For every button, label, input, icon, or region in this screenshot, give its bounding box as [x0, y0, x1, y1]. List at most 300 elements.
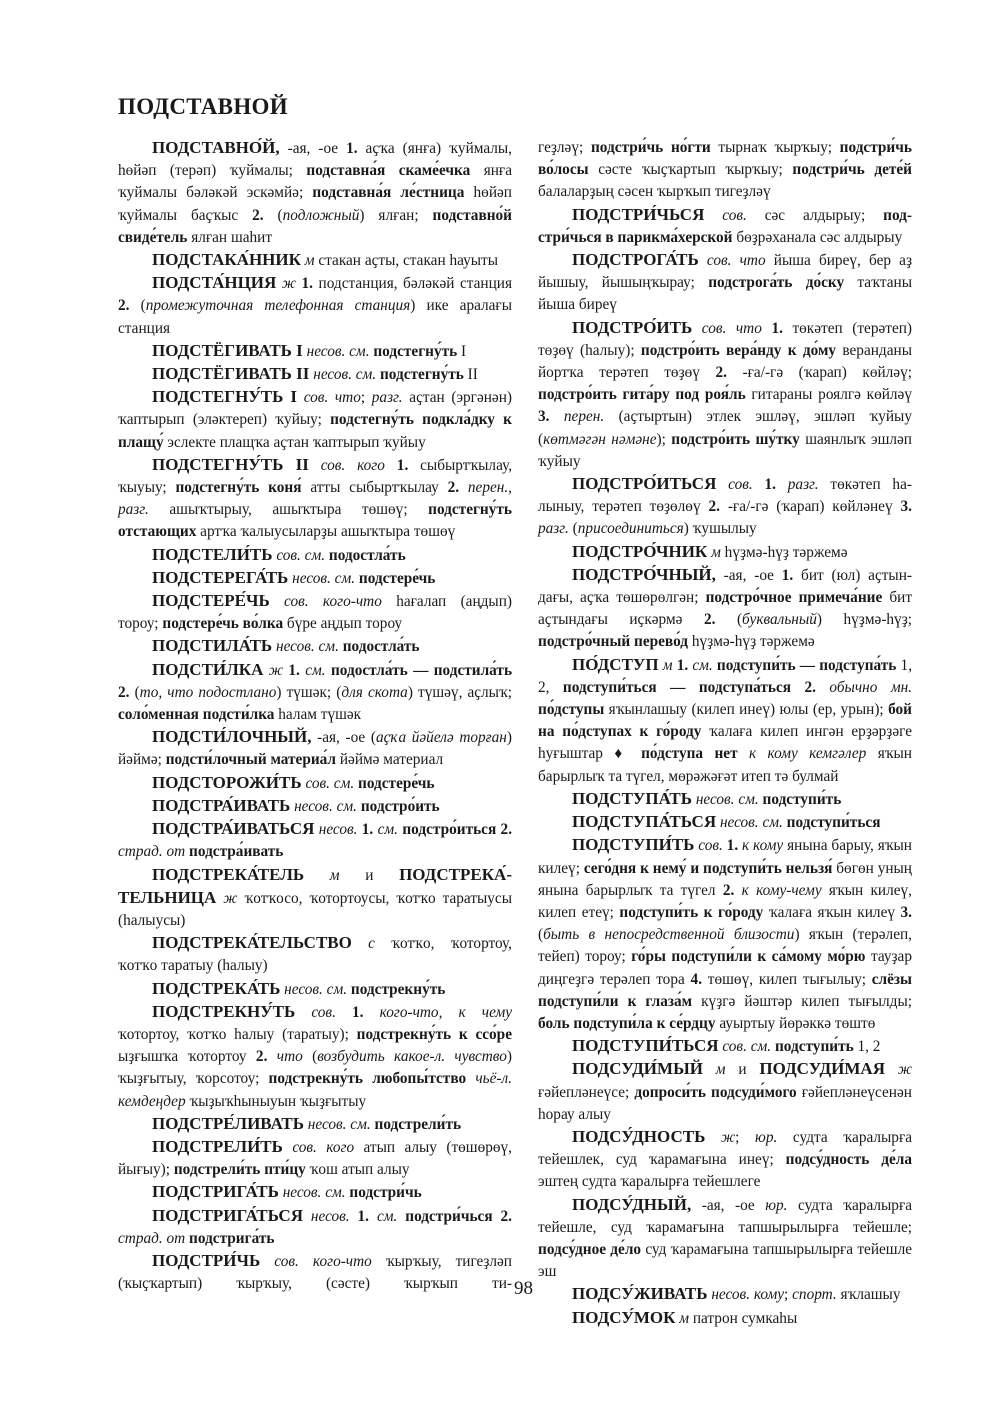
dictionary-entry: [118, 772, 512, 795]
bold-phrase: 1.: [352, 1003, 364, 1021]
translation-text: [309, 457, 321, 474]
translation-text: ) ике аралағы станция: [118, 297, 512, 337]
bold-phrase: 1.: [771, 319, 783, 337]
grammar-label: к кому-чему: [741, 881, 822, 899]
translation-text: [295, 1004, 311, 1021]
bold-phrase: подставна́я скаме́ечка: [306, 162, 471, 180]
grammar-label: для скота: [341, 683, 408, 701]
dictionary-entry: [538, 249, 912, 317]
translation-text: артҡа ҡалыусыларҙы ашыҡтыра төшөү: [196, 523, 456, 541]
grammar-label: м: [711, 543, 721, 561]
bold-phrase: подстегну́ть: [379, 366, 464, 384]
grammar-label: разг.: [538, 520, 569, 538]
headword: ПОДСТИЛА́ТЬ: [152, 636, 273, 656]
translation-text: ) түшәү, аҫлыҡ;: [407, 683, 512, 701]
dictionary-entry: [118, 659, 512, 727]
dictionary-entry: [538, 788, 912, 811]
grammar-label: аҫҡа йәйелә торған: [375, 729, 507, 747]
headword: ПОДСТРЕКНУ́ТЬ: [152, 1001, 296, 1021]
translation-text: [716, 476, 728, 493]
grammar-label: разг.: [787, 476, 819, 494]
bold-phrase: подступи́ть: [774, 1038, 854, 1056]
translation-text: ) ҡыҙғытыу, ҡорсотоу;: [118, 1048, 512, 1088]
bold-phrase: подстро́ить вера́нду к до́му: [640, 341, 837, 359]
grammar-label: см.: [376, 1207, 398, 1225]
bold-phrase: подстере́чь: [358, 569, 436, 587]
bold-phrase: подстри́чь во́лосы: [538, 139, 912, 179]
bold-phrase: подступи́ть — подступа́ть: [716, 656, 897, 674]
translation-text: бөгөн уның янына барырлыҡ та түгел: [538, 859, 912, 899]
translation-text: [734, 882, 741, 899]
translation-text: яҡлашыу: [836, 1286, 901, 1304]
translation-text: [297, 389, 304, 406]
translation-text: [692, 320, 702, 337]
headword: ПОДСТУПИ́ТЬСЯ: [572, 1036, 719, 1056]
bold-phrase: подступи́ться — подступа́ться 2.: [562, 678, 816, 696]
translation-text: (: [263, 206, 283, 224]
bold-phrase: 1.: [288, 661, 300, 679]
dictionary-entry: [118, 932, 512, 977]
translation-text: аҫҡа (янға) ҡуймалы, һөйәп (терәп) ҡуймалы;: [118, 140, 512, 180]
bold-phrase: подстегну́ть отстающих: [118, 501, 512, 541]
dictionary-entry: [118, 1250, 512, 1295]
dictionary-entry: [538, 541, 912, 564]
translation-text: яҡын килеү, килеп етеү;: [538, 881, 912, 921]
bold-phrase: подстере́чь во́лка: [162, 615, 284, 633]
grammar-label: көтмәгән нәмәне: [543, 430, 657, 448]
grammar-label: несов. см.: [292, 569, 356, 587]
translation-text: [364, 1004, 380, 1021]
grammar-label: страд. от: [118, 843, 186, 861]
bold-phrase: подстрекну́ть: [350, 980, 446, 998]
bold-phrase: 3.: [900, 903, 912, 921]
translation-text: 1, 2,: [538, 656, 913, 696]
headword: ПОДСТРЕКА́ТЬ: [152, 978, 281, 998]
bold-phrase: 2.: [703, 611, 716, 629]
left-column: [118, 137, 512, 1295]
translation-text: ялған шаһит: [187, 228, 273, 246]
dictionary-entry: [118, 864, 512, 933]
bold-phrase: подстри́чь: [349, 1184, 422, 1202]
bold-phrase: подстрели́ть: [374, 1115, 462, 1133]
translation-text: аҫтан (эргәнән) ҡаптырып (эләктереп) ҡуйыу;: [118, 389, 512, 429]
translation-text: ғәйепләнеүсенән һорау алыу: [538, 1083, 912, 1123]
translation-text: ) йәймә;: [118, 729, 512, 769]
bold-phrase: подсу́дность де́ла: [785, 1151, 912, 1169]
grammar-label: промежуточная телефонная станция: [145, 297, 411, 315]
grammar-label: несов. см.: [313, 366, 377, 384]
grammar-label: сов.: [311, 1003, 336, 1021]
grammar-label: ж: [268, 661, 283, 679]
grammar-label: несов.: [318, 821, 358, 839]
headword: ПОДСТРИГА́ТЬ: [152, 1182, 279, 1202]
dictionary-entry: [538, 654, 912, 788]
headword: ПОДСУ́ДНЫЙ,: [572, 1194, 692, 1214]
translation-text: II: [463, 366, 478, 384]
translation-text: [885, 1061, 898, 1078]
grammar-label: несов. см.: [306, 342, 370, 360]
translation-text: (: [129, 683, 140, 701]
bold-phrase: подступи́ть: [762, 790, 842, 808]
translation-text: яҡын барырлыҡ та түгел, мөрәжәғәт итеп тә булмай: [538, 745, 912, 785]
bold-phrase: подступи́ть к го́роду: [619, 903, 764, 921]
grammar-label: м: [715, 1061, 726, 1079]
bold-phrase: подстрекну́ть к ссо́ре: [356, 1025, 512, 1043]
grammar-label: сов. что: [701, 319, 762, 337]
translation-text: подстанция, бәләкәй станция: [313, 275, 512, 293]
headword: ПОДСТЕГНУ́ТЬ I: [152, 387, 298, 407]
grammar-label: м: [304, 252, 315, 270]
dictionary-entry: [538, 811, 912, 834]
dictionary-entry: [118, 795, 512, 818]
grammar-label: возбудить какое-л. чувство: [317, 1048, 507, 1066]
dictionary-entry: [538, 473, 912, 541]
translation-text: ) ялған;: [359, 206, 433, 224]
dictionary-entry: [118, 635, 512, 658]
bold-phrase: подстере́чь: [358, 774, 435, 792]
dictionary-entry: [118, 363, 512, 386]
translation-text: I: [457, 342, 467, 360]
headword: ПОДСТРЕКА́ТЕЛЬСТВО: [152, 933, 352, 953]
translation-text: [466, 1070, 475, 1087]
bold-phrase: 1.: [676, 656, 689, 674]
grammar-label: несов. кому: [711, 1286, 785, 1304]
headword: ПОДСТРОГА́ТЬ: [572, 250, 699, 270]
bold-phrase: 2.: [252, 206, 264, 224]
dictionary-entry: [538, 1058, 912, 1126]
dictionary-entry: [538, 317, 912, 473]
dictionary-entry: [538, 1307, 912, 1330]
dictionary-entry: [118, 1001, 512, 1113]
grammar-label: быть в непосредственной близости: [543, 926, 795, 944]
translation-text: );: [656, 430, 672, 448]
bold-phrase: подстро́ить: [360, 797, 440, 815]
page-title: ПОДСТАВНОЙ: [118, 94, 288, 119]
translation-text: [303, 1208, 311, 1225]
headword: ПОДСТРЕЛИ́ТЬ: [152, 1136, 283, 1156]
headword: ПОДСТУПИ́ТЬ: [572, 835, 695, 855]
bold-phrase: подставна́я ле́стница: [312, 184, 465, 202]
translation-text: йәймә материал: [336, 751, 444, 769]
headword: ПОДСТИ́ЛКА: [152, 659, 264, 679]
right-column: [538, 137, 912, 1330]
bold-phrase: подсу́дное де́ло: [538, 1240, 642, 1258]
bold-phrase: подступи́ться: [786, 814, 881, 832]
bold-phrase: слёзы подступи́ли к глаза́м: [538, 970, 912, 1010]
translation-text: [776, 476, 788, 493]
translation-text: ҡырҡыу, тигеҙләп (ҡыҫҡартып) ҡырҡыу, (сәсте) ҡырҡып ти-: [118, 1252, 512, 1293]
translation-text: ҡотҡо, ҡотортоу, ҡотҡо таратыу (һалыу): [118, 935, 513, 975]
headword: ПОДСТЁГИВАТЬ II: [152, 364, 310, 384]
grammar-label: несов. см.: [284, 980, 348, 998]
translation-text: (: [302, 1048, 318, 1066]
translation-text: [549, 408, 563, 425]
dictionary-entry: [538, 564, 912, 654]
headword: ПОДСТРИГА́ТЬСЯ: [152, 1205, 303, 1225]
headword: ПОДСУДИ́МЫЙ: [572, 1059, 703, 1079]
grammar-label: кого-что, к чему: [379, 1003, 513, 1021]
translation-text: и: [339, 866, 400, 884]
translation-text: йыша биреү, бер аҙ йышыу, йышыңҡырау;: [538, 252, 913, 292]
grammar-label: юр.: [755, 1128, 778, 1146]
translation-text: -ая, -ое (: [311, 729, 376, 747]
bold-phrase: 1.: [781, 566, 794, 584]
translation-text: суд ҡарамағына тапшырылырға тейешле эш: [538, 1240, 912, 1281]
translation-text: стакан аҫты, стакан һауыты: [314, 252, 499, 270]
translation-text: төшөү, килеп тығылыу;: [702, 970, 872, 988]
translation-text: (: [568, 520, 578, 538]
grammar-label: сов. что: [303, 389, 361, 407]
grammar-label: ж: [223, 889, 238, 907]
grammar-label: чьё-л. кемдеңдер: [118, 1070, 513, 1110]
bold-phrase: боль подступи́ла к се́рдцу: [538, 1014, 716, 1032]
translation-text: гитараны роялгә көйләү: [745, 386, 912, 404]
bold-phrase: подстри́чь дете́й: [792, 161, 912, 179]
translation-text: сыбыртҡылау, ҡыуыу;: [118, 456, 513, 497]
translation-text: (: [538, 926, 544, 944]
translation-text: [699, 252, 707, 269]
dictionary-entry: [118, 454, 512, 544]
translation-text: һағалап (аңдып) тороу;: [118, 593, 512, 633]
grammar-label: ж: [281, 275, 297, 293]
grammar-label: сов. кого: [292, 1138, 355, 1156]
bold-phrase: подостла́ть: [328, 546, 406, 564]
dictionary-entry: [538, 137, 912, 204]
dictionary-entry: [118, 1113, 512, 1136]
bold-phrase: подстри́чься 2.: [405, 1207, 512, 1225]
grammar-label: обычно мн.: [829, 678, 912, 696]
headword: ПОДСТЕРЕГА́ТЬ: [152, 567, 289, 587]
grammar-label: сов.: [728, 476, 753, 494]
grammar-label: подложный: [282, 206, 360, 224]
bold-phrase: 2.: [447, 479, 460, 497]
bold-phrase: 1.: [764, 476, 776, 494]
bold-phrase: 1.: [301, 275, 314, 293]
grammar-label: сов. кого-что: [274, 1252, 372, 1270]
translation-text: [762, 320, 772, 337]
bold-phrase: подстегну́ть подкла́дку к плащу́: [118, 411, 512, 451]
dictionary-entry: [118, 726, 512, 771]
translation-text: ҡыҙыҡһыныуын ҡыҙғытыу: [185, 1092, 367, 1110]
translation-text: [283, 1139, 292, 1156]
grammar-label: сов. что: [706, 252, 766, 270]
translation-text: шаянлыҡ эшләп ҡуйыу: [538, 430, 912, 470]
bold-phrase: подстрекну́ть любопы́тство: [268, 1070, 467, 1088]
grammar-label: разг.: [371, 389, 403, 407]
translation-text: сәсте ҡыҫҡартып ҡырҡыу;: [588, 161, 793, 179]
grammar-label: перен., разг.: [118, 479, 512, 519]
bold-phrase: подстегну́ть: [373, 342, 458, 360]
bold-phrase: подостла́ть: [342, 638, 420, 656]
dictionary-entry: [118, 544, 512, 567]
bold-phrase: подстегну́ть коня́: [175, 479, 302, 497]
bold-phrase: 3.: [538, 408, 550, 426]
bold-phrase: подстри́чься в парикма́херской: [538, 206, 912, 246]
dictionary-entry: [118, 1181, 512, 1204]
grammar-label: присоединиться: [577, 520, 684, 538]
translation-text: [350, 1208, 358, 1225]
bold-phrase: 4.: [690, 970, 703, 988]
translation-text: эштең судта ҡаралырға тейешлеге: [538, 1173, 761, 1191]
translation-text: -ға/-гә (ҡарап) көйләү;: [726, 364, 912, 382]
translation-text: ;: [735, 1128, 756, 1146]
bold-phrase: соло́менная подсти́лка: [118, 706, 275, 724]
translation-text: ;: [360, 389, 372, 407]
headword: ПОДСТИ́ЛОЧНЫЙ,: [152, 727, 312, 747]
bold-phrase: подстро́иться 2.: [402, 821, 513, 839]
translation-text: [703, 1061, 716, 1078]
translation-text: яҡынлашыу (килеп инеү) юлы (ер, урын);: [604, 701, 889, 719]
bold-phrase: подстро́ить гита́ру под роя́ль: [538, 386, 746, 404]
bold-phrase: подсти́лочный материа́л: [165, 751, 337, 769]
translation-text: патрон сумкаһы: [689, 1309, 798, 1327]
grammar-label: сов. см.: [305, 774, 355, 792]
translation-text: ;: [784, 1286, 793, 1304]
translation-text: атып алыу (төшөрөү, йығыу);: [118, 1138, 512, 1179]
dictionary-entry: [118, 590, 512, 635]
headword: ПОДСУ́ЖИВАТЬ: [572, 1284, 708, 1304]
translation-text: -ға/-гә (ҡарап) көйләнеү: [719, 498, 901, 516]
bold-phrase: допроси́ть подсуди́мого: [634, 1083, 797, 1101]
translation-text: һүҙмә-һүҙ тәржемә: [688, 633, 815, 651]
headword: ПОДСТРЕКА́ТЕЛЬ: [152, 864, 305, 884]
translation-text: судта ҡаралырға тейешлек, суд ҡарамағына инеү;: [538, 1128, 913, 1169]
grammar-label: см.: [305, 661, 326, 679]
headword: ПОДСТРИ́ЧЬСЯ: [572, 204, 705, 224]
grammar-label: несов.: [310, 1207, 350, 1225]
grammar-label: юр.: [765, 1196, 788, 1214]
translation-text: (: [715, 611, 743, 629]
translation-text: тауҙар диңгеҙгә терәлеп тора: [538, 948, 912, 988]
translation-text: [260, 1253, 274, 1270]
headword: ПОДСТЕРЕ́ЧЬ: [152, 591, 270, 611]
translation-text: ғәйепләнеүсе;: [538, 1083, 635, 1101]
headword: ПОДСТРЕ́ЛИВАТЬ: [152, 1113, 304, 1133]
bold-phrase: по́дступа нет: [641, 745, 738, 763]
headword: ПОДСТАКА́ННИК: [152, 250, 301, 270]
grammar-label: несов. см.: [294, 797, 357, 815]
bold-phrase: по́дступы: [538, 701, 605, 719]
translation-text: и: [725, 1061, 760, 1079]
grammar-label: с: [368, 935, 375, 953]
grammar-label: ж: [720, 1128, 736, 1146]
dictionary-entry: [118, 340, 512, 363]
headword: ПОДСУ́МОК: [572, 1307, 676, 1327]
grammar-label: сов. кого: [320, 456, 385, 474]
translation-text: ) түшәк; (: [276, 683, 342, 701]
bold-phrase: бой на по́дступах к го́роду: [538, 701, 912, 741]
grammar-label: страд. от: [118, 1229, 186, 1247]
translation-text: [459, 479, 468, 496]
bold-phrase: подстро́чное примеча́ние: [705, 589, 883, 607]
dictionary-entry: [118, 978, 512, 1001]
dictionary-entry: [538, 1283, 912, 1306]
translation-text: [816, 679, 829, 696]
translation-text: ашыҡтырыу, ашыҡтыра төшөү;: [148, 501, 429, 519]
headword: ПОДСТРО́ЧНИК: [572, 541, 708, 561]
dictionary-entry: [118, 386, 512, 454]
bold-phrase: 1.: [357, 1207, 370, 1225]
grammar-label: перен.: [563, 408, 605, 426]
translation-text: бит аҫтындағы иҫкәрмә: [538, 589, 913, 629]
translation-text: [336, 1004, 352, 1021]
dictionary-entry: [118, 567, 512, 590]
translation-text: [267, 1048, 276, 1065]
headword: ПОДСТАВНО́Й,: [152, 138, 280, 157]
grammar-label: м: [679, 1309, 690, 1327]
headword: ПОДСТУПА́ТЬСЯ: [572, 812, 717, 832]
headword: ПОДСТРО́ЧНЫЙ,: [572, 564, 716, 584]
headword: ПОДСТРИ́ЧЬ: [152, 1250, 261, 1270]
bold-phrase: подстри́чь но́гти: [590, 139, 711, 156]
dictionary-entry: [538, 1126, 912, 1194]
dictionary-entry: [118, 249, 512, 272]
grammar-label: м: [329, 866, 340, 884]
translation-text: сәс алдырыу;: [746, 206, 884, 224]
bold-phrase: подстро́ить шу́тку: [671, 430, 800, 448]
grammar-label: сов.: [698, 837, 723, 855]
translation-text: ауыртыу йөрәккә төштө: [715, 1014, 876, 1032]
grammar-label: сов.: [722, 206, 747, 224]
translation-text: янға ҡуймалы бәләкәй эскәмйә;: [118, 162, 512, 202]
grammar-label: несов. см.: [695, 790, 759, 808]
translation-text: һалам түшәк: [274, 706, 362, 724]
grammar-label: несов. см.: [307, 1115, 371, 1133]
bold-phrase: подстрели́ть пти́цу: [173, 1161, 306, 1179]
dictionary-entry: [538, 834, 912, 1035]
translation-text: тырнаҡ ҡырҡыу;: [710, 139, 840, 156]
headword: ПО́ДСТУП: [572, 654, 659, 674]
headword: ПОДСУДИ́МАЯ: [759, 1059, 885, 1079]
translation-text: ҡалаға яҡын килеү: [763, 903, 901, 921]
headword: ПОДСТУПА́ТЬ: [572, 788, 692, 808]
translation-text: эслекте плащҡа аҫтан ҡаптырып ҡуйыу: [163, 433, 426, 451]
headword: ПОДСТРО́ИТЬ: [572, 317, 693, 337]
bold-phrase: подстрога́ть до́ску: [708, 274, 845, 292]
translation-text: төкәтеп һалыныу, терәтеп төҙөлөү: [538, 476, 912, 516]
translation-text: [385, 457, 397, 474]
dictionary-entry: [118, 272, 512, 340]
grammar-label: к кому: [742, 837, 784, 855]
translation-text: [352, 935, 368, 952]
grammar-label: несов. см.: [276, 638, 339, 656]
bold-phrase: 2.: [255, 1048, 268, 1066]
translation-text: атты сыбыртҡылау: [301, 479, 448, 497]
dictionary-entry: [118, 137, 512, 249]
translation-text: судта ҡаралырға тейешле, суд ҡарамағына тапшырылырға тейешле;: [538, 1196, 913, 1236]
bold-phrase: 1.: [726, 837, 739, 855]
translation-text: [753, 476, 765, 493]
bold-phrase: 1.: [361, 821, 374, 839]
headword: ПОДСТРЕКА́ТЕЛЬНИЦА: [118, 864, 512, 907]
grammar-label: сов. см.: [276, 546, 326, 564]
bold-phrase: сего́дня к нему́ и подступи́ть нельзя́: [583, 859, 833, 877]
translation-text: -ая, -ое: [279, 140, 347, 157]
grammar-label: несов. см.: [719, 814, 783, 832]
translation-text: [704, 207, 722, 224]
dictionary-entry: [538, 1194, 912, 1284]
bold-phrase: подставно́й свиде́тель: [118, 206, 512, 246]
headword: ПОДСТЁГИВАТЬ I: [152, 340, 303, 360]
translation-text: ҡотортоу, ҡотҡо һалыу (таратыу);: [118, 1025, 357, 1043]
bold-phrase: 2.: [722, 881, 735, 899]
translation-text: таҡтаны йыша биреү: [538, 274, 912, 314]
translation-text: күҙгә йәштәр килеп тығылды;: [692, 992, 912, 1010]
translation-text: бөҙрәханала сәс алдырыу: [732, 228, 903, 246]
headword: ПОДСТРА́ИВАТЬ: [152, 795, 291, 815]
page-number: 98: [514, 1278, 533, 1299]
headword: ПОДСТРО́ИТЬСЯ: [572, 474, 717, 494]
